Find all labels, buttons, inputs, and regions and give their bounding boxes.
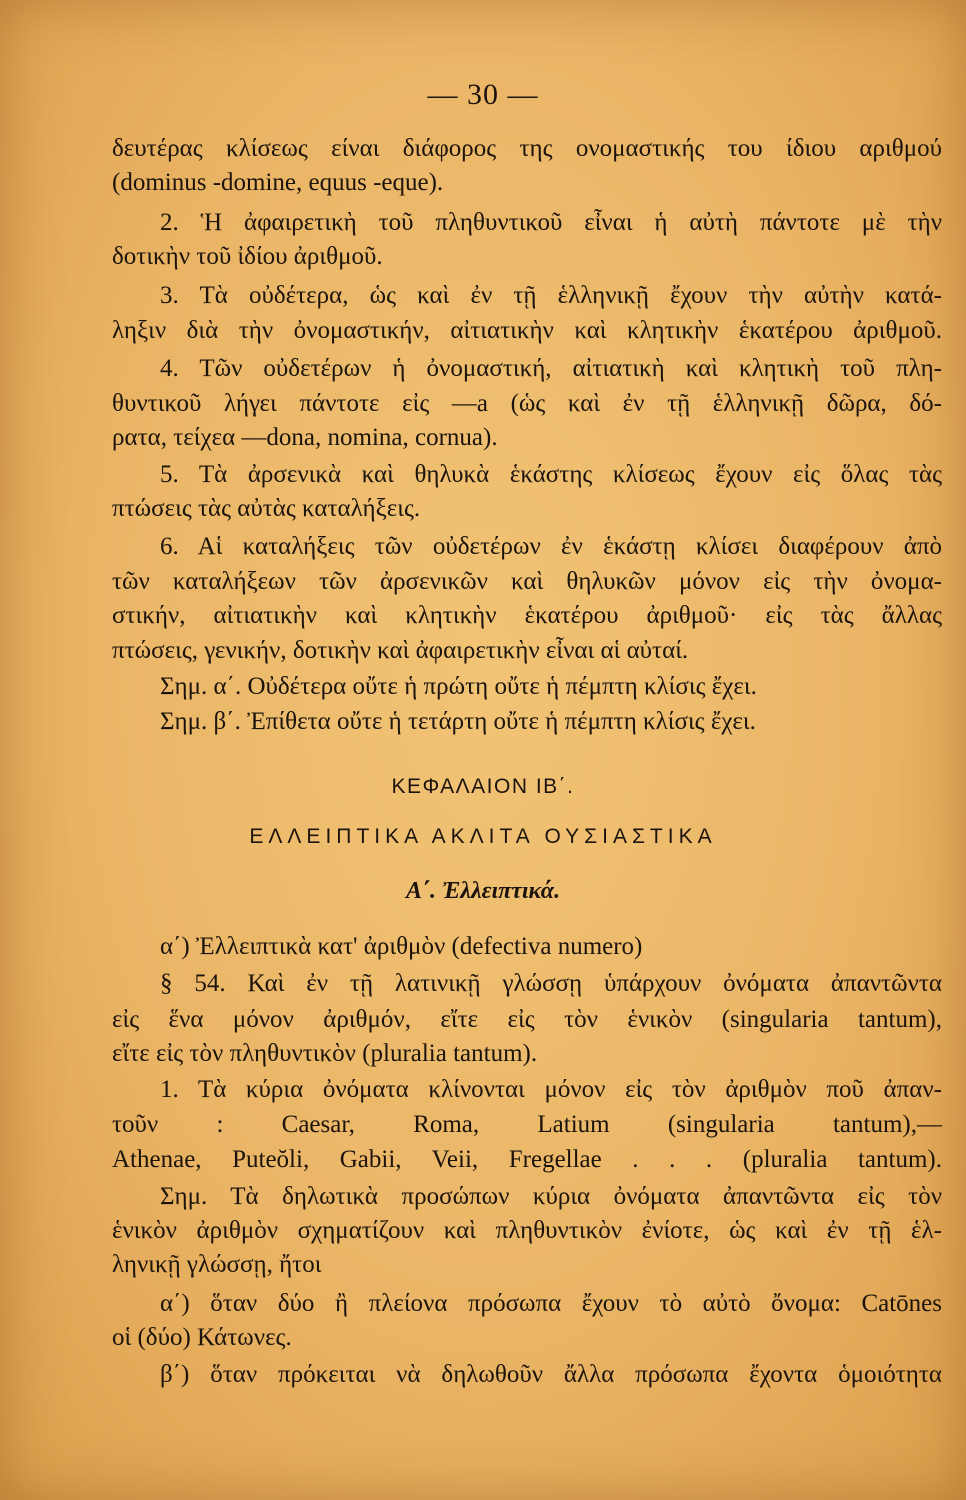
text-line: τῶν καταλήξεων τῶν ἀρσενικῶν καὶ θηλυκῶν μόνον εἰς τὴν ὀνομα- <box>112 568 942 595</box>
text-line: β΄) ὅταν πρόκειται νὰ δηλωθοῦν ἄλλα πρόσωπα ἔχοντα ὁμοιότητα <box>160 1361 942 1388</box>
text-line: ἑνικὸν ἀριθμὸν σχηματίζουν καὶ πληθυντικὸν ἐνίοτε, ὡς καὶ ἐν τῇ ἑλ- <box>112 1217 942 1244</box>
note-line: Σημ. β΄. Ἐπίθετα οὔτε ἡ τετάρτη οὔτε ἡ πέμπτη κλίσις ἔχει. <box>160 708 756 735</box>
text-line: 4. Τῶν οὐδετέρων ἡ ὀνομαστική, αἰτιατικὴ καὶ κλητικὴ τοῦ πλη- <box>160 355 942 382</box>
text-line: ρατα, τείχεα —dona, nomina, cornua). <box>112 424 498 451</box>
text-line: οἱ (δύο) Κάτωνες. <box>112 1324 292 1351</box>
text-line: εἰς ἕνα μόνον ἀριθμόν, εἴτε εἰς τὸν ἑνικὸν (singularia tantum), <box>112 1006 942 1033</box>
text-line: δευτέρας κλίσεως είναι διάφορος της ονομαστικής του ίδιου αριθμού <box>112 135 942 162</box>
text-line: τοῦν : Caesar, Roma, Latium (singularia tantum),— <box>112 1111 942 1138</box>
text-line: 1. Τὰ κύρια ὀνόματα κλίνονται μόνον εἰς τὸν ἀριθμὸν ποῦ ἀπαν- <box>160 1076 942 1103</box>
text-line: πτώσεις τὰς αὐτὰς καταλήξεις. <box>112 495 421 522</box>
text-line: δοτικὴν τοῦ ἰδίου ἀριθμοῦ. <box>112 243 383 270</box>
text-line: (dominus -domine, equus -eque). <box>112 169 444 196</box>
text-line: 2. Ἡ ἀφαιρετικὴ τοῦ πληθυντικοῦ εἶναι ἡ αὐτὴ πάντοτε μὲ τὴν <box>160 209 942 236</box>
chapter-heading: ΚΕΦΑΛΑΙΟΝ ΙΒ΄. <box>391 775 575 798</box>
text-line: ληξιν διὰ τὴν ὀνομαστικήν, αἰτιατικὴν καὶ κλητικὴν ἑκατέρου ἀριθμοῦ. <box>112 317 942 344</box>
text-line: πτώσεις, γενικήν, δοτικὴν καὶ ἀφαιρετικὴν εἶναι αἱ αὐταί. <box>112 637 689 664</box>
text-line: ληνικῇ γλώσσῃ, ἤτοι <box>112 1251 322 1278</box>
note-line: Σημ. α΄. Οὐδέτερα οὔτε ἡ πρώτη οὔτε ἡ πέμπτη κλίσις ἔχει. <box>160 673 757 700</box>
page-number: — 30 — <box>427 78 539 111</box>
text-line: 6. Αἱ καταλήξεις τῶν οὐδετέρων ἐν ἑκάστῃ κλίσει διαφέρουν ἀπὸ <box>160 533 942 560</box>
chapter-title: ΕΛΛΕΙΠΤΙΚΑ ΑΚΛΙΤΑ ΟΥΣΙΑΣΤΙΚΑ <box>249 825 717 848</box>
subsection-heading: α΄) Ἐλλειπτικὰ κατ' ἀριθμὸν (defectiva numero) <box>160 933 643 960</box>
text-line: θυντικοῦ λήγει πάντοτε εἰς —a (ὡς καὶ ἐν τῇ ἑλληνικῇ δῶρα, δό- <box>112 390 942 417</box>
note-line: Σημ. Τὰ δηλωτικὰ προσώπων κύρια ὀνόματα ἀπαντῶντα εἰς τὸν <box>160 1183 942 1210</box>
text-line: Athenae, Puteŏli, Gabii, Veii, Fregellae . . . (pluralia tantum). <box>112 1146 942 1173</box>
text-line: § 54. Καὶ ἐν τῇ λατινικῇ γλώσσῃ ὑπάρχουν ὀνόματα ἀπαντῶντα <box>160 970 942 997</box>
text-line: 5. Τὰ ἀρσενικὰ καὶ θηλυκὰ ἑκάστης κλίσεως ἔχουν εἰς ὅλας τὰς <box>160 461 942 488</box>
section-heading: Α΄. Ἐλλειπτικά. <box>405 878 561 904</box>
text-line: α΄) ὅταν δύο ἢ πλείονα πρόσωπα ἔχουν τὸ αὐτὸ ὄνομα: Catōnes <box>160 1290 942 1317</box>
text-line: εἴτε εἰς τὸν πληθυντικὸν (pluralia tantum). <box>112 1040 538 1067</box>
text-line: στικήν, αἰτιατικὴν καὶ κλητικὴν ἑκατέρου ἀριθμοῦ· εἰς τὰς ἄλλας <box>112 602 942 629</box>
text-line: 3. Τὰ οὐδέτερα, ὡς καὶ ἐν τῇ ἑλληνικῇ ἔχουν τὴν αὐτὴν κατά- <box>160 282 942 309</box>
